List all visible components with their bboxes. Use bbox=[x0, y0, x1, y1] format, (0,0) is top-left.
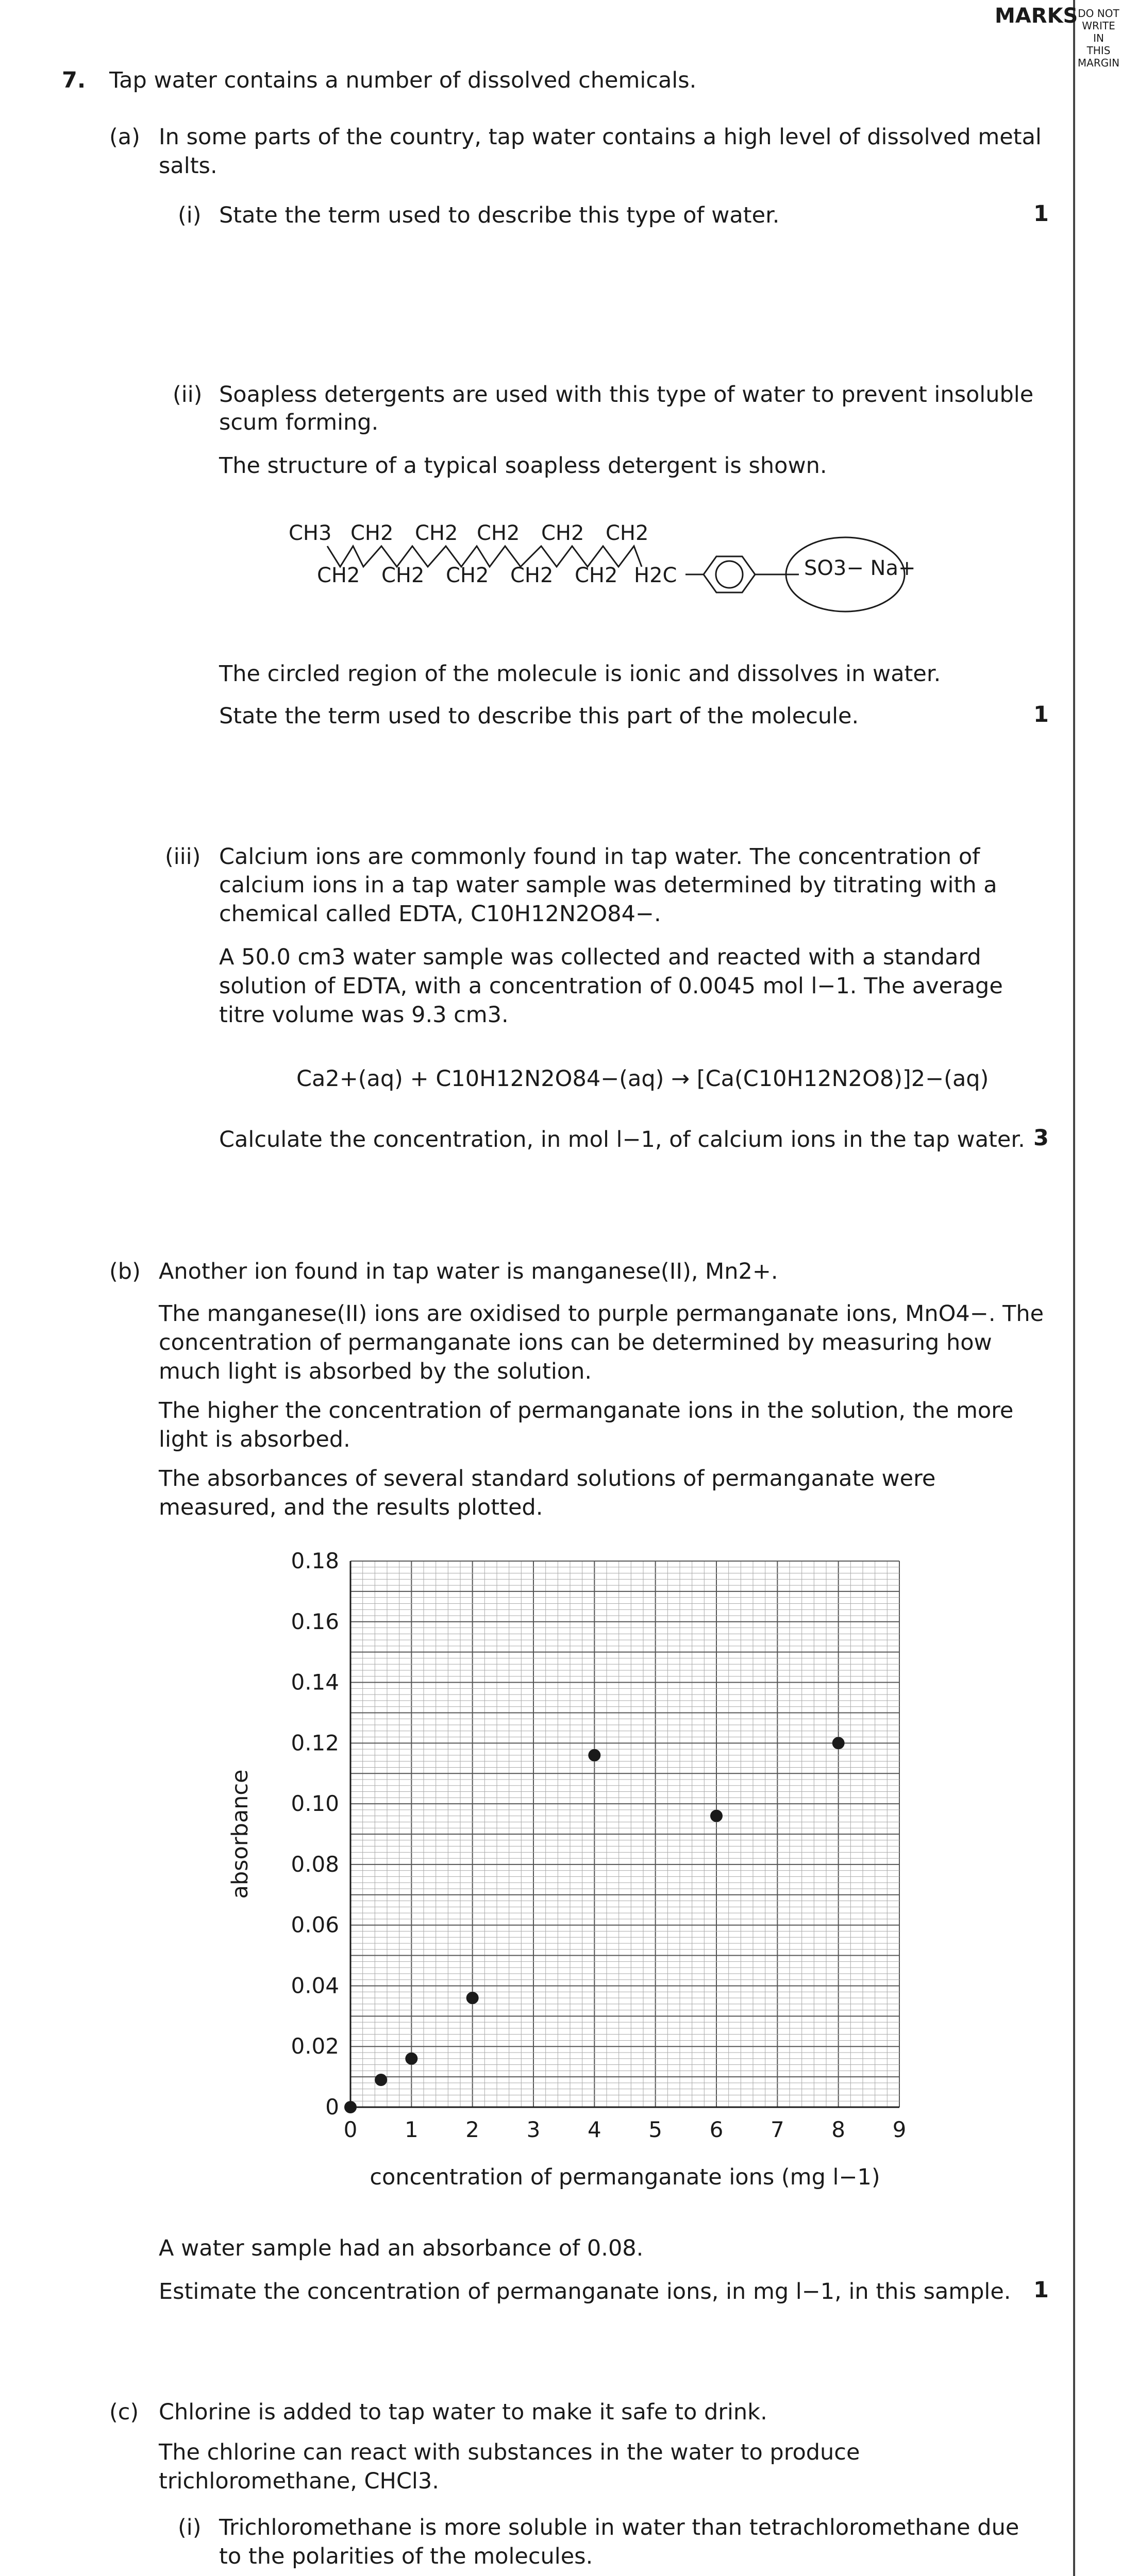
x-tick-label: 0 bbox=[343, 2117, 358, 2142]
part-b-label: (b) bbox=[109, 1259, 141, 1284]
margin-note-line: DO NOT bbox=[1078, 7, 1119, 20]
structure-note: The circled region of the molecule is ionic and dissolves in water. bbox=[219, 661, 941, 687]
marks-value: 1 bbox=[1033, 2277, 1049, 2303]
part-b-p1-line: The manganese(II) ions are oxidised to purple permanganate ions, MnO4−. The bbox=[159, 1301, 1044, 1327]
part-a-iii-intro-line: Calcium ions are commonly found in tap water. The concentration of bbox=[219, 844, 980, 870]
y-axis-label: absorbance bbox=[227, 1769, 253, 1899]
part-a-i-text: State the term used to describe this type of water. bbox=[219, 202, 780, 228]
margin-note bbox=[1076, 7, 1121, 69]
part-a-iii-label: (iii) bbox=[165, 844, 201, 870]
part-c-i-text-line: to the polarities of the molecules. bbox=[219, 2544, 593, 2569]
x-tick-label: 9 bbox=[892, 2117, 907, 2142]
structure-head-group: SO3− Na+ bbox=[804, 556, 916, 580]
part-c-p1-line: The chlorine can react with substances in the water to produce bbox=[159, 2439, 860, 2465]
part-a-iii-sample-line: A 50.0 cm3 water sample was collected and reacted with a standard bbox=[219, 944, 981, 970]
structure-bottom-group: CH2 bbox=[446, 564, 489, 587]
part-a-ii-text-line: scum forming. bbox=[219, 410, 379, 435]
margin-line bbox=[1073, 0, 1075, 2576]
structure-intro: The structure of a typical soapless detergent is shown. bbox=[219, 453, 827, 479]
question-number: 7. bbox=[62, 67, 86, 93]
part-a-iii-sample-line: titre volume was 9.3 cm3. bbox=[219, 1002, 509, 1028]
part-a-i-label: (i) bbox=[178, 202, 202, 228]
part-a-iii-intro-line: chemical called EDTA, C10H12N2O84−. bbox=[219, 901, 661, 927]
y-tick-label: 0.08 bbox=[291, 1851, 339, 1877]
question-stem: Tap water contains a number of dissolved chemicals. bbox=[109, 67, 697, 93]
part-a-label: (a) bbox=[109, 124, 140, 150]
x-tick-label: 5 bbox=[648, 2117, 663, 2142]
part-a-iii-intro-line: calcium ions in a tap water sample was determined by titrating with a bbox=[219, 872, 997, 898]
part-b-p2-line: The higher the concentration of permanganate ions in the solution, the more bbox=[159, 1398, 1014, 1423]
data-point bbox=[405, 2053, 417, 2065]
structure-bottom-group: CH2 bbox=[575, 564, 618, 587]
marks-value: 1 bbox=[1033, 702, 1049, 727]
part-b-p3-line: measured, and the results plotted. bbox=[159, 1495, 543, 1520]
y-tick-label: 0.16 bbox=[291, 1608, 339, 1634]
part-c-i-text-line: Trichloromethane is more soluble in water than tetrachloromethane due bbox=[219, 2515, 1019, 2540]
marks-header: MARKS bbox=[995, 4, 1078, 28]
part-b-p1-line: much light is absorbed by the solution. bbox=[159, 1359, 592, 1384]
structure-top-group: CH2 bbox=[415, 521, 458, 545]
part-a-iii-question: Calculate the concentration, in mol l−1, of calcium ions in the tap water. bbox=[219, 1127, 1025, 1153]
structure-top-group: CH3 bbox=[289, 521, 332, 545]
structure-bottom-group: CH2 bbox=[510, 564, 554, 587]
structure-bottom-group: H2C bbox=[634, 564, 677, 587]
margin-note-line: MARGIN bbox=[1077, 57, 1120, 69]
x-tick-label: 4 bbox=[587, 2117, 601, 2142]
y-tick-label: 0.06 bbox=[291, 1912, 339, 1938]
x-axis-label: concentration of permanganate ions (mg l−1) bbox=[370, 2164, 880, 2190]
data-point bbox=[588, 1749, 600, 1761]
titration-equation: Ca2+(aq) + C10H12N2O84−(aq) → [Ca(C10H12N2O8)]2−(aq) bbox=[296, 1066, 989, 1092]
part-a-ii-question: State the term used to describe this part of the molecule. bbox=[219, 703, 859, 729]
y-tick-label: 0.18 bbox=[291, 1548, 339, 1573]
x-tick-label: 8 bbox=[831, 2117, 846, 2142]
absorbance-chart bbox=[216, 1546, 938, 2226]
margin-note-line: THIS bbox=[1086, 44, 1111, 57]
part-a-intro-line: salts. bbox=[159, 153, 217, 179]
y-tick-label: 0.04 bbox=[291, 1973, 339, 1998]
part-b-question: Estimate the concentration of permanganate ions, in mg l−1, in this sample. bbox=[159, 2279, 1011, 2304]
part-b-p1-line: concentration of permanganate ions can be determined by measuring how bbox=[159, 1330, 992, 1355]
data-point bbox=[710, 1810, 723, 1822]
detergent-structure bbox=[278, 510, 938, 629]
y-tick-label: 0.02 bbox=[291, 2033, 339, 2059]
part-b-sample-note: A water sample had an absorbance of 0.08. bbox=[159, 2235, 644, 2261]
part-c-i-label: (i) bbox=[178, 2515, 202, 2540]
data-point bbox=[832, 1737, 845, 1749]
part-c-label: (c) bbox=[109, 2399, 139, 2425]
y-tick-label: 0 bbox=[325, 2094, 339, 2120]
marks-value: 3 bbox=[1033, 1125, 1049, 1151]
margin-note-line: WRITE IN bbox=[1082, 20, 1115, 44]
part-b-intro: Another ion found in tap water is manganese(II), Mn2+. bbox=[159, 1259, 778, 1284]
data-point bbox=[344, 2101, 357, 2113]
part-c-p1-line: trichloromethane, CHCl3. bbox=[159, 2468, 439, 2494]
x-tick-label: 3 bbox=[526, 2117, 541, 2142]
data-point bbox=[466, 1992, 479, 2004]
part-a-ii-label: (ii) bbox=[173, 382, 203, 408]
structure-top-group: CH2 bbox=[541, 521, 584, 545]
structure-top-group: CH2 bbox=[350, 521, 394, 545]
y-tick-label: 0.12 bbox=[291, 1730, 339, 1756]
x-tick-label: 6 bbox=[709, 2117, 724, 2142]
structure-top-group: CH2 bbox=[477, 521, 520, 545]
y-tick-label: 0.10 bbox=[291, 1791, 339, 1817]
x-tick-label: 1 bbox=[404, 2117, 419, 2142]
part-b-p2-line: light is absorbed. bbox=[159, 1427, 350, 1452]
structure-top-group: CH2 bbox=[606, 521, 649, 545]
part-a-iii-sample-line: solution of EDTA, with a concentration of 0.0045 mol l−1. The average bbox=[219, 973, 1003, 999]
part-c-intro: Chlorine is added to tap water to make it safe to drink. bbox=[159, 2399, 767, 2425]
part-a-intro-line: In some parts of the country, tap water contains a high level of dissolved metal bbox=[159, 124, 1042, 150]
part-b-p3-line: The absorbances of several standard solutions of permanganate were bbox=[159, 1466, 936, 1492]
x-tick-label: 2 bbox=[465, 2117, 480, 2142]
structure-bottom-group: CH2 bbox=[317, 564, 360, 587]
marks-value: 1 bbox=[1033, 201, 1049, 227]
data-point bbox=[375, 2074, 387, 2086]
part-a-ii-text-line: Soapless detergents are used with this type of water to prevent insoluble bbox=[219, 382, 1034, 408]
structure-bottom-group: CH2 bbox=[381, 564, 425, 587]
y-tick-label: 0.14 bbox=[291, 1669, 339, 1695]
x-tick-label: 7 bbox=[770, 2117, 784, 2142]
